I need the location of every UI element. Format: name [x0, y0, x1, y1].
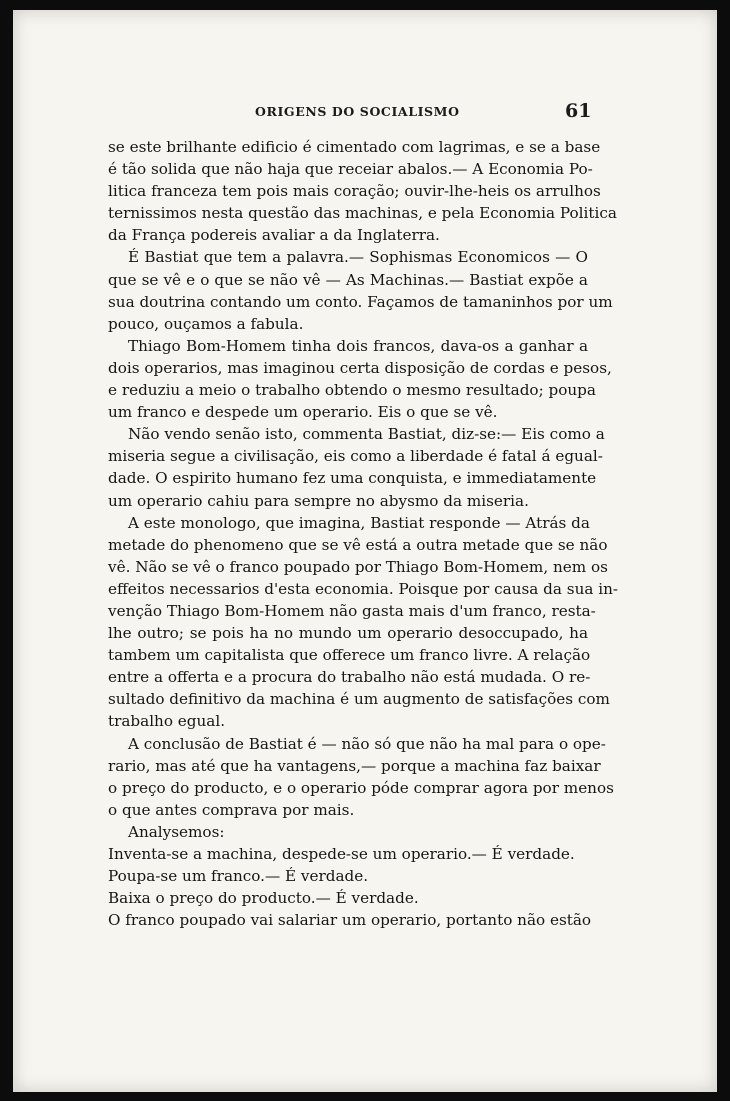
paragraph: [108, 512, 618, 733]
text-line: um franco e despede um operario. Eis o que se vê.: [108, 403, 498, 422]
text-line: entre a offerta e a procura do trabalho não está mudada. O re-: [108, 668, 591, 687]
paragraph: [108, 246, 613, 334]
text-line: sultado definitivo da machina é um augmento de satisfações com: [108, 690, 610, 709]
text-line: rario, mas até que ha vantagens,— porque a machina faz baixar: [108, 756, 601, 775]
text-line: lhe outro; se pois ha no mundo um operario desoccupado, ha: [108, 624, 588, 643]
running-head: ORIGENS DO SOCIALISMO: [255, 104, 460, 119]
text-line: se este brilhante edificio é cimentado com lagrimas, e se a base: [108, 138, 601, 156]
text-line: da França podereis avaliar a da Inglaterra.: [108, 226, 440, 245]
paragraph: [108, 423, 605, 511]
paragraph: [108, 335, 612, 423]
paragraph: [108, 136, 617, 246]
text-line: A este monologo, que imagina, Bastiat responde — Atrás da: [128, 513, 590, 532]
text-line: é tão solida que não haja que receiar abalos.— A Economia Po-: [108, 160, 593, 179]
text-line: Não vendo senão isto, commenta Bastiat, diz-se:— Eis como a: [128, 425, 605, 444]
page-header: [13, 102, 717, 126]
text-line: e reduziu a meio o trabalho obtendo o mesmo resultado; poupa: [108, 381, 596, 400]
text-line: effeitos necessarios d'esta economia. Poisque por causa da sua in-: [108, 579, 618, 598]
body-text: [108, 136, 618, 931]
text-line: tambem um capitalista que offerece um franco livre. A relação: [108, 646, 591, 665]
analysis-intro: Analysemos:: [128, 822, 225, 841]
analysis-line: Poupa-se um franco.— É verdade.: [108, 867, 369, 886]
text-line: Thiago Bom-Homem tinha dois francos, dava-os a ganhar a: [128, 336, 588, 355]
analysis-line: Baixa o preço do producto.— É verdade.: [108, 889, 419, 908]
analysis-line: O franco poupado vai salariar um operario, portanto não estão: [108, 911, 592, 930]
text-line: vê. Não se vê o franco poupado por Thiago Bom-Homem, nem os: [108, 557, 608, 576]
text-line: sua doutrina contando um conto. Façamos de tamaninhos por um: [108, 292, 613, 311]
text-line: litica franceza tem pois mais coração; ouvir-lhe-heis os arrulhos: [108, 182, 601, 201]
text-line: É Bastiat que tem a palavra.— Sophismas Economicos — O: [128, 248, 588, 267]
text-line: ternissimos nesta questão das machinas, e pela Economia Politica: [108, 204, 617, 223]
text-line: pouco, ouçamos a fabula.: [108, 314, 304, 333]
text-line: trabalho egual.: [108, 712, 226, 731]
paragraph: [108, 733, 614, 821]
analysis-list: [108, 821, 592, 931]
text-line: dade. O espirito humano fez uma conquista, e immediatamente: [108, 469, 597, 488]
text-line: A conclusão de Bastiat é — não só que não ha mal para o ope-: [128, 734, 606, 753]
text-line: o preço do producto, e o operario póde comprar agora por menos: [108, 778, 614, 797]
text-line: venção Thiago Bom-Homem não gasta mais d'um franco, resta-: [108, 601, 596, 620]
analysis-line: Inventa-se a machina, despede-se um operario.— É verdade.: [108, 845, 575, 863]
text-line: o que antes comprava por mais.: [108, 800, 355, 819]
page-number: 61: [565, 100, 592, 122]
text-line: que se vê e o que se não vê — As Machinas.— Bastiat expõe a: [108, 270, 588, 289]
text-line: metade do phenomeno que se vê está a outra metade que se não: [108, 535, 608, 554]
book-page: [13, 10, 717, 1092]
text-line: um operario cahiu para sempre no abysmo da miseria.: [108, 491, 529, 510]
text-line: dois operarios, mas imaginou certa disposição de cordas e pesos,: [108, 358, 612, 377]
text-line: miseria segue a civilisação, eis como a liberdade é fatal á egual-: [108, 447, 603, 466]
